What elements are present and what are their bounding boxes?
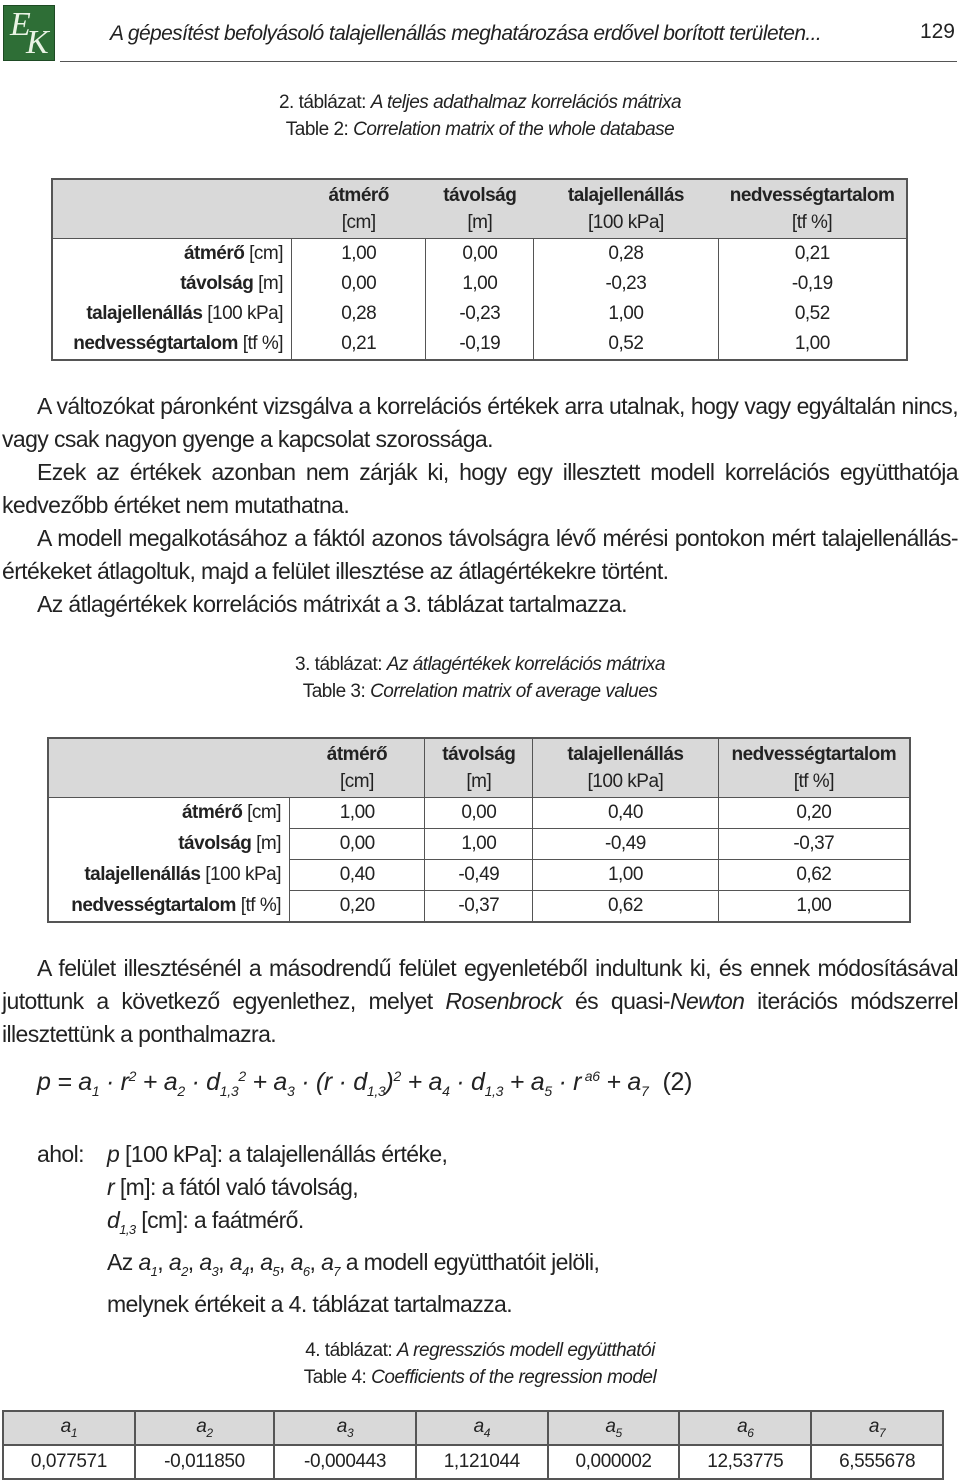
table4-caption-hu xyxy=(0,1340,960,1362)
table-cell: 0,28 xyxy=(534,239,718,270)
table4-caption-en-prefix: Table 4: xyxy=(303,1367,372,1388)
table-cell: 0,21 xyxy=(292,329,426,360)
table2-caption-hu xyxy=(0,92,960,114)
table2-caption-en-prefix: Table 2: xyxy=(285,119,354,140)
table-row xyxy=(48,798,910,829)
table3-correlation-matrix xyxy=(47,737,911,923)
table-cell: 0,52 xyxy=(718,299,907,329)
table2-caption-en xyxy=(0,119,960,141)
table3-caption-hu-prefix: 3. táblázat: xyxy=(295,654,387,675)
table-cell: 0,62 xyxy=(533,891,718,923)
table-cell: 0,28 xyxy=(292,299,426,329)
definition-r: r [m]: a fától való távolság, xyxy=(107,1174,359,1200)
table3-corner xyxy=(48,738,290,798)
table-row xyxy=(3,1445,943,1479)
row-label: nedvességtartalom [tf %] xyxy=(52,329,292,360)
definitions-label: ahol: xyxy=(37,1141,84,1167)
coef-header: $a_4$ xyxy=(416,1411,548,1445)
coef-value: 0,077571 xyxy=(3,1445,135,1479)
table-cell: 0,52 xyxy=(534,329,718,360)
coef-header: $a_2$ xyxy=(135,1411,274,1445)
paragraph: Ezek az értékek azonban nem zárják ki, hogy egy illesztett modell korrelációs együtthatója kedvezőbb értéket nem mutathatna. xyxy=(2,459,958,518)
paragraph: A modell megalkotásához a fáktól azonos távolságra lévő mérési pontokon mért talajellenállás-értékeket átlagoltuk, majd a felület illesztése az átlagértékekre történt. xyxy=(2,525,958,584)
table3-col-header: talajellenállás [100 kPa] xyxy=(533,738,718,798)
table-cell: 1,00 xyxy=(534,299,718,329)
coef-value: -0,000443 xyxy=(274,1445,416,1479)
table-cell: 0,00 xyxy=(426,239,534,270)
row-label: nedvességtartalom [tf %] xyxy=(48,891,290,923)
table-cell: 1,00 xyxy=(292,239,426,270)
table-cell: 0,20 xyxy=(290,891,425,923)
table3-caption-en xyxy=(0,681,960,703)
body-text-2 xyxy=(2,952,958,1051)
table-cell: -0,19 xyxy=(426,329,534,360)
table2-corner xyxy=(52,179,292,239)
logo-letter-e: E xyxy=(10,6,31,43)
definition-p: p [100 kPa]: a talajellenállás értéke, xyxy=(107,1141,448,1167)
table-cell: -0,23 xyxy=(426,299,534,329)
coef-value: 1,121044 xyxy=(416,1445,548,1479)
table-cell: 0,62 xyxy=(718,860,910,891)
table4-header-row xyxy=(3,1411,943,1445)
coef-value: 12,53775 xyxy=(679,1445,811,1479)
table2-col-header: távolság [m] xyxy=(426,179,534,239)
running-title: A gépesítést befolyásoló talajellenállás meghatározása erdővel borított területen... xyxy=(110,22,822,45)
table2-col-header: talajellenállás [100 kPa] xyxy=(534,179,718,239)
table-row xyxy=(52,269,907,299)
coef-value: -0,011850 xyxy=(135,1445,274,1479)
row-label: átmérő [cm] xyxy=(48,798,290,829)
table3-caption-en-title: Correlation matrix of average values xyxy=(370,681,658,702)
table3-caption-hu xyxy=(0,654,960,676)
table4-caption-en xyxy=(0,1367,960,1389)
definition-last: melynek értékeit a 4. táblázat tartalmazza. xyxy=(107,1291,513,1317)
table-cell: -0,37 xyxy=(425,891,533,923)
row-label: talajellenállás [100 kPa] xyxy=(48,860,290,891)
header-rule xyxy=(60,61,957,62)
table4-caption-hu-prefix: 4. táblázat: xyxy=(305,1340,397,1361)
table-cell: -0,49 xyxy=(533,829,718,860)
table-cell: 1,00 xyxy=(718,891,910,923)
table3-header-row xyxy=(48,738,910,798)
table2-header-row xyxy=(52,179,907,239)
paragraph: A felület illesztésénél a másodrendű felület egyenletéből indultunk ki, és ennek módosításával jutottunk a következő egyenlethez, melyet Rosenbrock és quasi-Newton iterációs módszerrel illesztettünk a ponthalmazra. xyxy=(2,955,959,1047)
row-label: távolság [m] xyxy=(52,269,292,299)
table2-correlation-matrix xyxy=(51,178,908,361)
coef-header: $a_3$ xyxy=(274,1411,416,1445)
table3-caption-en-prefix: Table 3: xyxy=(302,681,371,702)
table3-col-header: átmérő [cm] xyxy=(290,738,425,798)
table4-caption-en-title: Coefficients of the regression model xyxy=(371,1367,657,1388)
table-cell: -0,23 xyxy=(534,269,718,299)
table-row xyxy=(52,329,907,360)
definition-d: $d_{1,3}$ [cm]: a faátmérő. xyxy=(107,1207,304,1237)
coef-header: $a_6$ xyxy=(679,1411,811,1445)
table-cell: 1,00 xyxy=(718,329,907,360)
table-cell: 0,00 xyxy=(290,829,425,860)
equation-number: (2) xyxy=(662,1068,693,1096)
table3-col-header: nedvességtartalom [tf %] xyxy=(718,738,910,798)
table4-coefficients xyxy=(2,1410,944,1480)
table-row xyxy=(48,829,910,860)
table2-caption-hu-title: A teljes adathalmaz korrelációs mátrixa xyxy=(370,92,682,113)
table2-caption-hu-prefix: 2. táblázat: xyxy=(278,92,371,113)
page-number: 129 xyxy=(919,20,955,43)
table-cell: 0,20 xyxy=(718,798,910,829)
table2-col-header: átmérő [cm] xyxy=(292,179,426,239)
paragraph: Az átlagértékek korrelációs mátrixát a 3. táblázat tartalmazza. xyxy=(37,591,627,617)
table3-caption-hu-title: Az átlagértékek korrelációs mátrixa xyxy=(386,654,665,675)
table-row xyxy=(48,891,910,923)
row-label: távolság [m] xyxy=(48,829,290,860)
coef-header: $a_1$ xyxy=(3,1411,135,1445)
table-cell: -0,37 xyxy=(718,829,910,860)
table-cell: -0,19 xyxy=(718,269,907,299)
table-cell: 1,00 xyxy=(290,798,425,829)
table2-caption-en-title: Correlation matrix of the whole database xyxy=(353,119,675,140)
table-cell: 1,00 xyxy=(533,860,718,891)
coef-value: 6,555678 xyxy=(811,1445,943,1479)
definition-a: Az $a_1$, $a_2$, $a_3$, $a_4$, $a_5$, $a_6$, $a_7$ a modell együtthatóit jelöli, xyxy=(107,1249,600,1279)
table-cell: 0,40 xyxy=(533,798,718,829)
table-cell: -0,49 xyxy=(425,860,533,891)
logo-letter-k: K xyxy=(26,24,49,61)
table-cell: 0,21 xyxy=(718,239,907,270)
paragraph: A változókat páronként vizsgálva a korrelációs értékek arra utalnak, hogy vagy egyáltalán nincs, vagy csak nagyon gyenge a kapcsolat szorossága. xyxy=(2,393,958,452)
table-cell: 1,00 xyxy=(425,829,533,860)
body-text-1 xyxy=(2,390,958,621)
table2-col-header: nedvességtartalom [tf %] xyxy=(718,179,907,239)
table-row xyxy=(52,239,907,270)
table-cell: 0,00 xyxy=(425,798,533,829)
table-cell: 1,00 xyxy=(426,269,534,299)
table3-col-header: távolság [m] xyxy=(425,738,533,798)
coef-header: $a_7$ xyxy=(811,1411,943,1445)
row-label: átmérő [cm] xyxy=(52,239,292,270)
coef-value: 0,000002 xyxy=(548,1445,680,1479)
table-cell: 0,00 xyxy=(292,269,426,299)
equation-2: $p = a_1 \cdot r^2 + a_2 \cdot d_{1,3}^2 + a_3 \cdot (r \cdot d_{1,3})^2 + a_4 \cdot d_{1,3} + a_5 \cdot r$ $^{a6} + a_7$ (2) xyxy=(37,1068,693,1099)
coef-header: $a_5$ xyxy=(548,1411,680,1445)
table-row xyxy=(52,299,907,329)
table-row xyxy=(48,860,910,891)
row-label: talajellenállás [100 kPa] xyxy=(52,299,292,329)
table-cell: 0,40 xyxy=(290,860,425,891)
journal-logo xyxy=(3,5,55,61)
table4-caption-hu-title: A regressziós modell együtthatói xyxy=(396,1340,655,1361)
